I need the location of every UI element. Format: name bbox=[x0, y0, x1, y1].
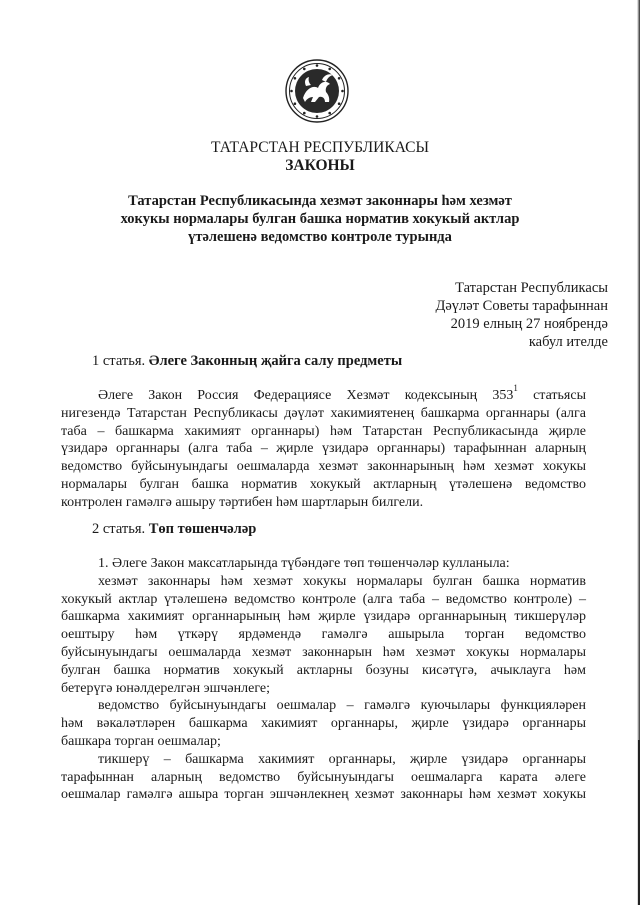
article-1-line: Әлеге Закон Россия Федерациясе Хезмәт кодексының $353^1$ статьясы bbox=[98, 383, 586, 403]
article-2-line: хезмәт законнары һәм хезмәт хокукы нормалары булган башка норматив bbox=[98, 573, 586, 589]
article-2-prefix: 2 статья. bbox=[92, 521, 146, 537]
law-title-line: Татарстан Республикасында хезмәт законнары һәм хезмәт bbox=[128, 193, 512, 209]
adoption-line: 2019 елның 27 ноябрендә bbox=[450, 316, 608, 332]
article-1-line: таба – башкарма хакимият органнары) һәм Татарстан Республикасында җирле bbox=[61, 423, 586, 439]
article-2-line: хокукый актлар үтәлешенә ведомство контроле (алга таба – ведомство контроле) – bbox=[61, 591, 586, 607]
law-heading: ЗАКОНЫ bbox=[285, 157, 355, 174]
article-2-name: Төп төшенчәләр bbox=[148, 521, 257, 537]
adoption-line: Дәүләт Советы тарафыннан bbox=[435, 298, 608, 314]
law-title-line: хокукы нормалары булган башка норматив хокукый актлар bbox=[120, 211, 520, 227]
article-2-line: башкарма хакимият органнарының һәм җирле үзидарә органнарының тикшерүләр bbox=[61, 609, 586, 625]
article-1-body bbox=[61, 383, 586, 512]
article-1-prefix: 1 статья. bbox=[92, 353, 146, 369]
article-2-line: ведомство буйсынуындагы оешмалар – гамәлгә куючылары функцияләрен bbox=[98, 698, 586, 714]
article-2-heading bbox=[92, 520, 256, 538]
article-1-line-end: статьясы bbox=[533, 388, 586, 403]
article-1-name: Әлеге Законның җайга салу предметы bbox=[148, 353, 403, 369]
article-1-line: нигезендә Татарстан Республикасы дәүләт хакимиятенең башкарма органнары (алга bbox=[61, 405, 586, 421]
article-2-line: 1. Әлеге Закон максатларында түбәндәге төп төшенчәләр кулланыла: bbox=[98, 556, 510, 571]
article-1-heading bbox=[92, 352, 402, 370]
article-1-line: контролен гамәлгә ашыру тәртибен һәм шартларын билгели. bbox=[61, 494, 424, 510]
article-1-line: ведомство буйсынуындагы оешмаларда хезмәт законнарының һәм хезмәт хокукы bbox=[61, 459, 586, 475]
article-2-line: һәм вәкаләтләрен башкарма хакимият органнары, җирле үзидарә органнары bbox=[61, 716, 586, 732]
republic-heading: ТАТАРСТАН РЕСПУБЛИКАСЫ bbox=[211, 139, 429, 156]
adoption-line: кабул ителде bbox=[528, 334, 608, 350]
superscript: 1 bbox=[513, 383, 518, 394]
adoption-line: Татарстан Республикасы bbox=[455, 280, 608, 296]
tatarstan-coat-of-arms-icon bbox=[284, 58, 350, 124]
article-2-line: тикшерү – башкарма хакимият органнары, җирле үзидарә органнары bbox=[98, 751, 586, 767]
article-1-line: үзидарә органнары (алга таба – җирле үзидарә органнары) тарафыннан аларның bbox=[61, 441, 586, 457]
article-2-line: буйсынуындагы оешмаларда хезмәт законнарын һәм хезмәт хокукы нормалары bbox=[61, 644, 586, 660]
article-2-line: булган башка норматив хокукый актларны бозуны кисәтүгә, ачыклауга һәм bbox=[61, 662, 586, 678]
article-2-line: башкара торган оешмалар; bbox=[61, 733, 221, 749]
law-title-line: үтәлешенә ведомство контроле турында bbox=[188, 229, 452, 245]
article-2-line: оешмалар гамәлгә ашыра торган эшчәнлекнең хезмәт законнары һәм хезмәт хокукы bbox=[61, 787, 586, 803]
law-title bbox=[100, 192, 540, 246]
article-1-line: нормалары булган башка норматив хокукый актларның үтәлешенә ведомство bbox=[61, 476, 586, 492]
article-2-line: оештыру һәм үткәрү ярдәмендә гамәлгә ашырыла торган ведомство bbox=[61, 627, 586, 643]
article-2-body bbox=[61, 555, 586, 804]
article-2-line: тарафыннан аларның ведомство буйсынуындагы оешмаларга карата әлеге bbox=[61, 769, 586, 785]
adoption-note bbox=[435, 279, 608, 351]
article-2-line: бетерүгә юнәлдерелгән эшчәнлеге; bbox=[61, 680, 270, 696]
